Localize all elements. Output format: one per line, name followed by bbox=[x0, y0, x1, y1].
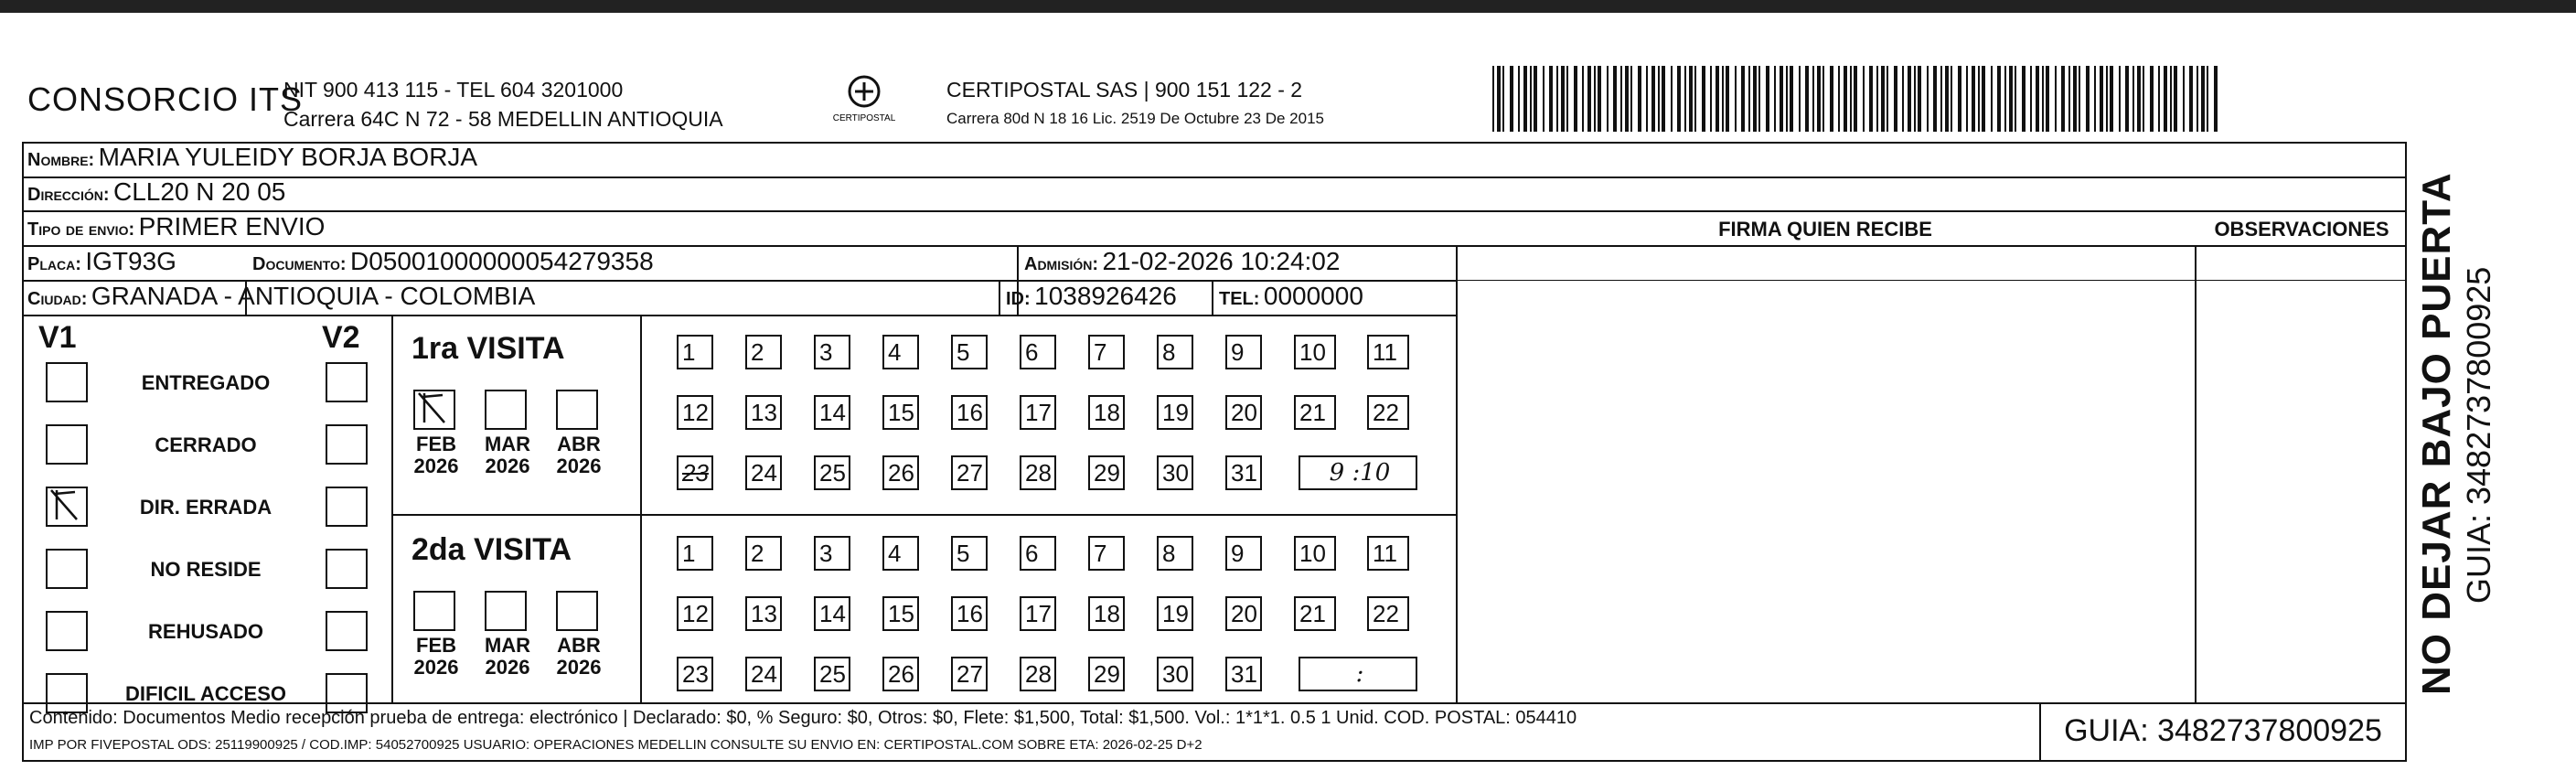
v2-checkbox[interactable] bbox=[326, 424, 368, 465]
v1-checkbox[interactable] bbox=[46, 424, 88, 465]
day-box[interactable]: 23 bbox=[677, 455, 713, 490]
recipient-name: MARIA YULEIDY BORJA BORJA bbox=[98, 143, 478, 171]
day-box[interactable]: 14 bbox=[814, 395, 850, 430]
day-box[interactable]: 18 bbox=[1088, 395, 1125, 430]
day-box[interactable]: 22 bbox=[1367, 596, 1409, 631]
footer-content: Contenido: Documentos Medio recepción prueba de entrega: electrónico | Declarado: $0, % Seguro: $0, Otros: $0, Flete: $1,500, Total: $1,500. Vol.: 1*1*1. 0.5 1 Unid. COD. POSTAL: 054410 bbox=[29, 708, 1577, 728]
status-option-label: DIFICIL ACCESO bbox=[124, 682, 286, 705]
divider bbox=[22, 177, 2407, 178]
document-cell bbox=[252, 247, 654, 276]
day-box[interactable]: 6 bbox=[1020, 335, 1056, 369]
day-box[interactable]: 16 bbox=[951, 596, 988, 631]
time-box[interactable]: 9 :10 bbox=[1299, 455, 1417, 490]
id-value: 1038926426 bbox=[1034, 282, 1177, 310]
day-box[interactable]: 19 bbox=[1157, 596, 1193, 631]
month-name: ABR bbox=[557, 433, 601, 455]
day-box[interactable]: 26 bbox=[882, 455, 919, 490]
day-box[interactable]: 31 bbox=[1225, 455, 1262, 490]
day-box[interactable]: 16 bbox=[951, 395, 988, 430]
day-box[interactable]: 26 bbox=[882, 657, 919, 691]
month-label bbox=[547, 635, 611, 679]
day-box[interactable]: 13 bbox=[745, 395, 782, 430]
day-box[interactable]: 24 bbox=[745, 455, 782, 490]
day-box[interactable]: 2 bbox=[745, 335, 782, 369]
day-box[interactable]: 17 bbox=[1020, 596, 1056, 631]
divider bbox=[22, 702, 2407, 704]
month-year: 2026 bbox=[485, 656, 530, 679]
plate-label: Placa: bbox=[27, 254, 81, 274]
month-checkbox[interactable] bbox=[556, 591, 598, 631]
month-label bbox=[404, 635, 468, 679]
footer-guia: GUIA: 3482737800925 bbox=[2064, 713, 2382, 748]
month-name: ABR bbox=[557, 634, 601, 657]
barcode bbox=[1492, 66, 2224, 132]
divider bbox=[999, 280, 1000, 315]
admission-label: Admisión: bbox=[1024, 254, 1098, 274]
month-checkbox[interactable] bbox=[413, 591, 455, 631]
type-row bbox=[27, 212, 325, 241]
month-label bbox=[476, 433, 540, 477]
document-label: Documento: bbox=[252, 254, 347, 274]
day-box[interactable]: 12 bbox=[677, 395, 713, 430]
recipient-address: CLL20 N 20 05 bbox=[113, 177, 286, 206]
day-box[interactable]: 10 bbox=[1294, 536, 1336, 571]
day-box[interactable]: 8 bbox=[1157, 536, 1193, 571]
id-label: ID: bbox=[1006, 289, 1031, 309]
day-box[interactable]: 27 bbox=[951, 657, 988, 691]
day-box[interactable]: 4 bbox=[882, 335, 919, 369]
month-name: MAR bbox=[484, 433, 531, 455]
status-option-label: DIR. ERRADA bbox=[139, 496, 273, 519]
tel-cell bbox=[1219, 282, 1363, 311]
day-box[interactable]: 28 bbox=[1020, 657, 1056, 691]
v1-checkbox[interactable] bbox=[46, 487, 88, 527]
address-label: Dirección: bbox=[27, 185, 110, 205]
month-checkbox[interactable] bbox=[556, 390, 598, 430]
month-name: MAR bbox=[484, 634, 531, 657]
footer-print-info: IMP POR FIVEPOSTAL ODS: 25119900925 / COD.IMP: 54052700925 USUARIO: OPERACIONES MEDELLIN CONSULTE SU ENVIO EN: CERTIPOSTAL.COM SOBRE ETA: 2026-02-25 D+2 bbox=[29, 737, 1202, 753]
status-option-label: REHUSADO bbox=[148, 620, 263, 643]
month-year: 2026 bbox=[413, 656, 459, 679]
month-year: 2026 bbox=[556, 656, 602, 679]
admission-value: 21-02-2026 10:24:02 bbox=[1102, 247, 1341, 275]
city-value: GRANADA - ANTIOQUIA - COLOMBIA bbox=[91, 282, 536, 310]
day-box[interactable]: 15 bbox=[882, 596, 919, 631]
day-box[interactable]: 12 bbox=[677, 596, 713, 631]
tel-value: 0000000 bbox=[1263, 282, 1363, 310]
day-box[interactable]: 7 bbox=[1088, 335, 1125, 369]
status-option-label: CERRADO bbox=[155, 433, 257, 456]
day-box[interactable]: 25 bbox=[814, 657, 850, 691]
side-guia: GUIA: 3482737800925 bbox=[2460, 266, 2497, 604]
v2-checkbox[interactable] bbox=[326, 362, 368, 402]
day-box[interactable]: 13 bbox=[745, 596, 782, 631]
month-name: FEB bbox=[416, 634, 456, 657]
day-box[interactable]: 30 bbox=[1157, 455, 1193, 490]
day-box[interactable]: 1 bbox=[677, 335, 713, 369]
v2-checkbox[interactable] bbox=[326, 549, 368, 589]
day-box[interactable]: 9 bbox=[1225, 335, 1262, 369]
day-box[interactable]: 22 bbox=[1367, 395, 1409, 430]
company-info bbox=[283, 75, 723, 134]
month-name: FEB bbox=[416, 433, 456, 455]
divider bbox=[1456, 245, 1458, 702]
day-box[interactable]: 17 bbox=[1020, 395, 1056, 430]
divider bbox=[391, 514, 1456, 516]
day-box[interactable]: 4 bbox=[882, 536, 919, 571]
plate-cell bbox=[27, 247, 176, 276]
divider bbox=[1017, 245, 1019, 280]
day-box[interactable]: 5 bbox=[951, 536, 988, 571]
day-box[interactable]: 18 bbox=[1088, 596, 1125, 631]
v1-checkbox[interactable] bbox=[46, 362, 88, 402]
plate-value: IGT93G bbox=[85, 247, 176, 275]
signature-header: FIRMA QUIEN RECIBE bbox=[1718, 218, 1932, 241]
day-box[interactable]: 27 bbox=[951, 455, 988, 490]
status-option-label: ENTREGADO bbox=[141, 371, 271, 394]
visit-title: 2da VISITA bbox=[412, 532, 572, 567]
divider bbox=[1456, 245, 2407, 247]
month-label bbox=[547, 433, 611, 477]
day-box[interactable]: 5 bbox=[951, 335, 988, 369]
month-year: 2026 bbox=[413, 455, 459, 477]
document-value: D05001000000054279358 bbox=[349, 247, 654, 275]
carrier-info bbox=[946, 75, 1324, 134]
carrier-name: CERTIPOSTAL SAS | 900 151 122 - 2 bbox=[946, 78, 1303, 102]
day-box[interactable]: 25 bbox=[814, 455, 850, 490]
day-box[interactable]: 8 bbox=[1157, 335, 1193, 369]
day-box[interactable]: 11 bbox=[1367, 536, 1409, 571]
v1-checkbox[interactable] bbox=[46, 611, 88, 651]
name-label: Nombre: bbox=[27, 150, 95, 170]
top-border bbox=[0, 0, 2576, 13]
month-checkbox[interactable] bbox=[485, 591, 527, 631]
v2-checkbox[interactable] bbox=[326, 611, 368, 651]
v2-header: V2 bbox=[322, 320, 360, 355]
address-row bbox=[27, 177, 285, 207]
day-box[interactable]: 23 bbox=[677, 657, 713, 691]
status-option-label: NO RESIDE bbox=[150, 558, 262, 581]
v2-checkbox[interactable] bbox=[326, 487, 368, 527]
day-box[interactable]: 29 bbox=[1088, 657, 1125, 691]
day-box[interactable]: 21 bbox=[1294, 596, 1336, 631]
tel-label: TEL: bbox=[1219, 289, 1260, 309]
day-box[interactable]: 6 bbox=[1020, 536, 1056, 571]
observations-header: OBSERVACIONES bbox=[2214, 218, 2389, 241]
type-label: Tipo de envio: bbox=[27, 219, 135, 240]
day-box[interactable]: 28 bbox=[1020, 455, 1056, 490]
month-checkbox[interactable] bbox=[413, 390, 455, 430]
carrier-license: Carrera 80d N 18 16 Lic. 2519 De Octubre 23 De 2015 bbox=[946, 110, 1324, 127]
shipment-type: PRIMER ENVIO bbox=[138, 212, 326, 241]
month-year: 2026 bbox=[485, 455, 530, 477]
day-box[interactable]: 15 bbox=[882, 395, 919, 430]
month-label bbox=[404, 433, 468, 477]
city-cell bbox=[27, 282, 535, 311]
visit-title: 1ra VISITA bbox=[412, 331, 565, 366]
logo-text: CERTIPOSTAL bbox=[832, 113, 896, 123]
name-row bbox=[27, 143, 477, 172]
day-box[interactable]: 29 bbox=[1088, 455, 1125, 490]
day-box[interactable]: 7 bbox=[1088, 536, 1125, 571]
id-cell bbox=[1006, 282, 1177, 311]
certipostal-logo bbox=[814, 71, 914, 128]
company-name: CONSORCIO ITS bbox=[27, 80, 304, 118]
time-box[interactable]: : bbox=[1299, 657, 1417, 691]
divider bbox=[391, 315, 393, 702]
day-box[interactable]: 20 bbox=[1225, 395, 1262, 430]
divider bbox=[22, 210, 2407, 212]
divider bbox=[1212, 280, 1213, 315]
day-box[interactable]: 20 bbox=[1225, 596, 1262, 631]
divider bbox=[22, 315, 1456, 316]
v1-header: V1 bbox=[38, 320, 77, 355]
v1-checkbox[interactable] bbox=[46, 549, 88, 589]
company-nit: NIT 900 413 115 - TEL 604 3201000 bbox=[283, 78, 624, 102]
day-box[interactable]: 11 bbox=[1367, 335, 1409, 369]
day-box[interactable]: 31 bbox=[1225, 657, 1262, 691]
divider bbox=[2195, 245, 2197, 702]
day-box[interactable]: 19 bbox=[1157, 395, 1193, 430]
day-box[interactable]: 30 bbox=[1157, 657, 1193, 691]
day-box[interactable]: 24 bbox=[745, 657, 782, 691]
day-box[interactable]: 10 bbox=[1294, 335, 1336, 369]
month-label bbox=[476, 635, 540, 679]
side-warning: NO DEJAR BAJO PUERTA bbox=[2414, 172, 2459, 695]
city-label: Ciudad: bbox=[27, 289, 88, 309]
company-address: Carrera 64C N 72 - 58 MEDELLIN ANTIOQUIA bbox=[283, 107, 723, 131]
admission-cell bbox=[1024, 247, 1340, 276]
day-box[interactable]: 14 bbox=[814, 596, 850, 631]
day-box[interactable]: 3 bbox=[814, 536, 850, 571]
day-box[interactable]: 2 bbox=[745, 536, 782, 571]
day-box[interactable]: 21 bbox=[1294, 395, 1336, 430]
day-box[interactable]: 3 bbox=[814, 335, 850, 369]
divider bbox=[1456, 280, 2407, 281]
day-box[interactable]: 1 bbox=[677, 536, 713, 571]
divider bbox=[640, 315, 642, 702]
month-checkbox[interactable] bbox=[485, 390, 527, 430]
day-box[interactable]: 9 bbox=[1225, 536, 1262, 571]
month-year: 2026 bbox=[556, 455, 602, 477]
